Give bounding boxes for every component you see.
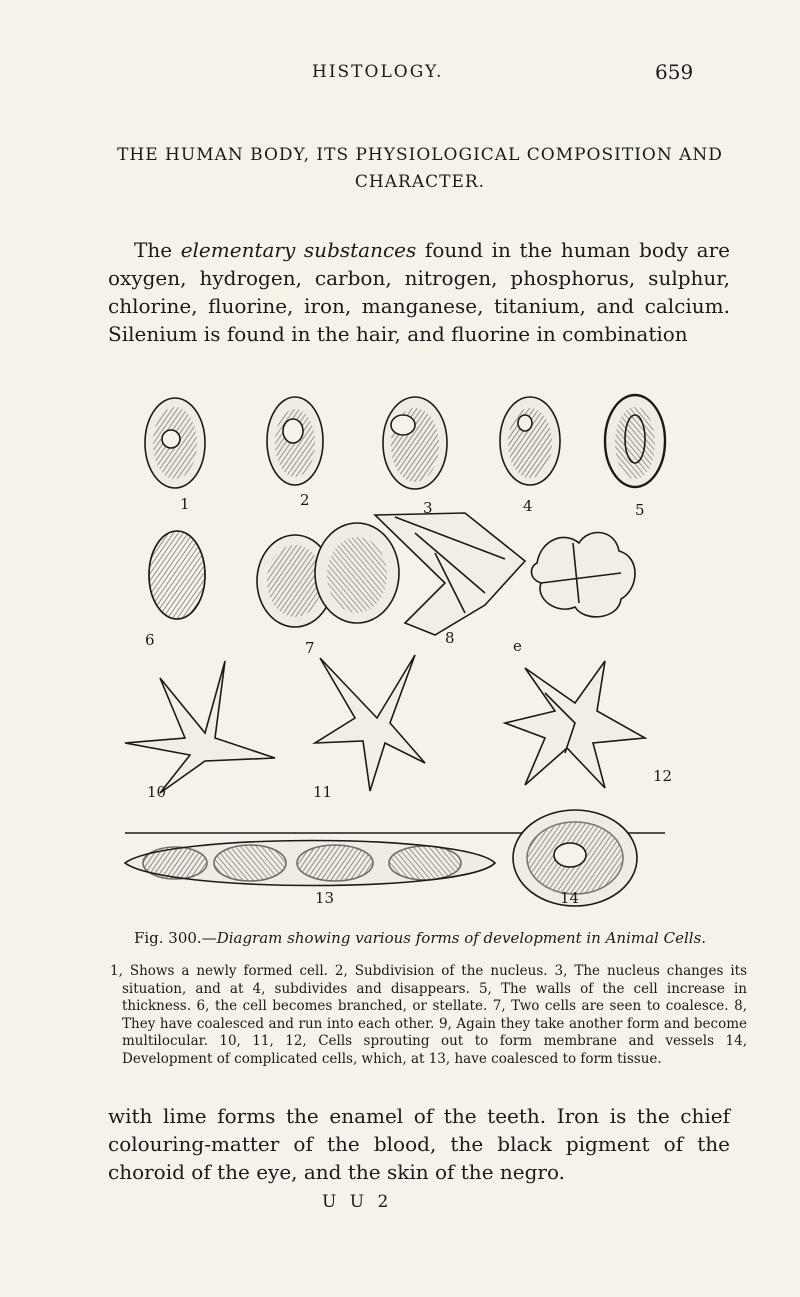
figure-label-7: 7 bbox=[305, 639, 315, 657]
cell-13-drawing bbox=[125, 841, 495, 886]
continued-paragraph: with lime forms the enamel of the teeth. Iron is the chief colouring-matter of the blood, the black pigment of the choroid of the eye, and the skin of the negro. bbox=[108, 1104, 730, 1184]
cell-9-drawing bbox=[531, 533, 635, 617]
signature-mark: U U 2 bbox=[322, 1192, 393, 1212]
running-title: HISTOLOGY. bbox=[312, 62, 444, 82]
cell-diagram-figure bbox=[105, 393, 685, 913]
figure-label-12: 12 bbox=[653, 767, 673, 785]
figure-label-8: 8 bbox=[445, 629, 455, 647]
figure-label-5: 5 bbox=[635, 501, 645, 519]
intro-text-rest: found in the human body are oxygen, hydrogen, carbon, nitrogen, phosphorus, sulphur, chlorine, fluorine, iron, manganese, titanium, and calcium. Silenium is found in the hair, and fluorine in combination bbox=[108, 238, 730, 346]
figure-label-14: 14 bbox=[560, 889, 580, 907]
figure-label-10: 10 bbox=[147, 783, 167, 801]
figure-legend: 1, Shows a newly formed cell. 2, Subdivision of the nucleus. 3, The nucleus changes its situation, and at 4, subdivides and disappears. 5, The walls of the cell increase in thickness. 6, the cell becomes branched, or stellate. 7, Two cells are seen to coalesce. 8, They have coalesced and run into each other. 9, Again they take another form and become multilocular. 10, 11, 12, Cells sprouting out to form membrane and vessels 14, Development of complicated cells, which, at 13, have coalesced to form tissue. bbox=[110, 963, 747, 1067]
caption-prefix: Fig. 300.— bbox=[133, 929, 217, 947]
caption-title: Diagram showing various forms of development in Animal Cells. bbox=[216, 929, 707, 947]
cell-11-drawing bbox=[315, 655, 425, 791]
figure-label-9: e bbox=[513, 637, 522, 655]
figure-label-4: 4 bbox=[523, 497, 533, 515]
figure-caption bbox=[100, 929, 740, 947]
cell-6-drawing bbox=[149, 531, 205, 619]
figure-label-1: 1 bbox=[180, 495, 190, 513]
cell-10-drawing bbox=[125, 661, 275, 793]
intro-text-start: The bbox=[134, 238, 181, 262]
cell-12-drawing bbox=[505, 661, 645, 788]
page-number: 659 bbox=[655, 60, 694, 84]
figure-label-3: 3 bbox=[423, 499, 433, 517]
figure-label-2: 2 bbox=[300, 491, 310, 509]
intro-emphasis: elementary substances bbox=[180, 238, 417, 262]
section-title: THE HUMAN BODY, ITS PHYSIOLOGICAL COMPOSITION AND CHARACTER. bbox=[117, 145, 723, 192]
intro-paragraph bbox=[108, 236, 730, 348]
cell-2-drawing bbox=[267, 397, 323, 485]
figure-label-11: 11 bbox=[313, 783, 333, 801]
cell-diagram bbox=[105, 393, 685, 913]
figure-label-13: 13 bbox=[315, 889, 335, 907]
figure-label-6: 6 bbox=[145, 631, 155, 649]
cell-7-drawing bbox=[257, 523, 399, 627]
cell-4-drawing bbox=[500, 397, 560, 485]
page-header bbox=[0, 62, 800, 92]
cell-5-drawing bbox=[605, 395, 665, 487]
cell-1-drawing bbox=[145, 398, 205, 488]
cell-3-drawing bbox=[383, 397, 447, 489]
